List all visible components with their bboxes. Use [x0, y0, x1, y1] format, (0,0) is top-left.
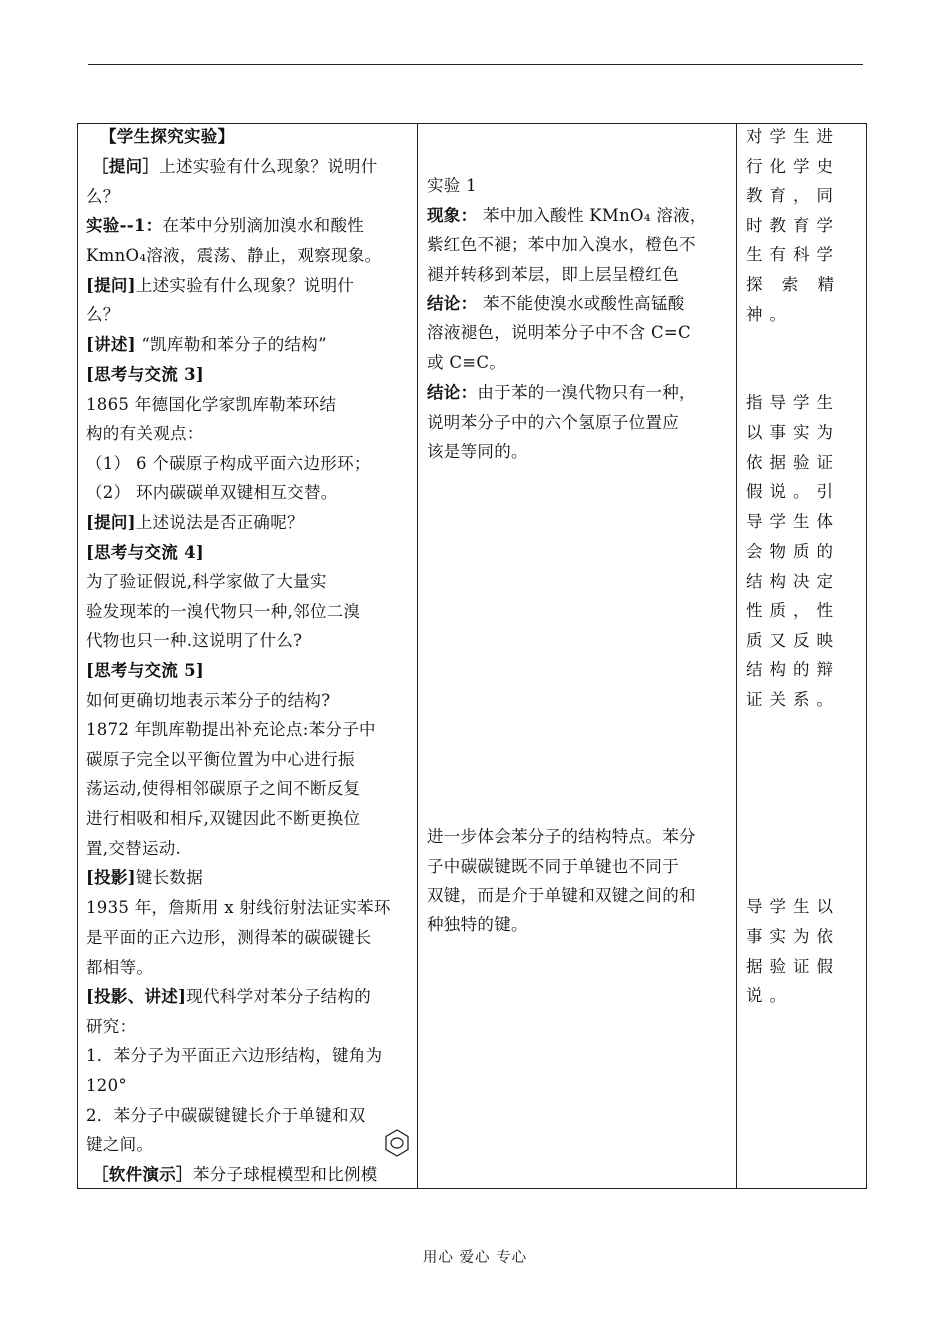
- col1-text: 上述实验有什么现象？说明什: [159, 157, 378, 176]
- col1-line: [86, 809, 360, 829]
- col1-label: [思考与交流 4]: [86, 543, 205, 562]
- col1-text: KmnO₄溶液，震荡、静止，观察现象。: [86, 246, 382, 265]
- col2-line: [427, 353, 506, 373]
- col2-text: 该是等同的。: [427, 442, 528, 461]
- col1-line: [86, 928, 372, 948]
- col1-line: [86, 779, 360, 799]
- col1-label: [讲述]: [86, 335, 136, 354]
- col1-text: 如何更确切地表示苯分子的结构?: [86, 691, 331, 710]
- col1-line: [86, 276, 354, 296]
- col2-text: 种独特的键。: [427, 915, 528, 934]
- col1-line: [100, 127, 234, 147]
- col1-line: [86, 898, 391, 918]
- col2-line: [427, 886, 696, 906]
- benzene-ring-icon: [383, 1128, 411, 1158]
- col1-label: 实验--1：: [86, 216, 163, 235]
- col2-text: 双键，而是介于单键和双键之间的和: [427, 886, 696, 905]
- col1-text: 置,交替运动.: [86, 839, 182, 858]
- col1-text: （1） 6 个碳原子构成平面六边形环；: [86, 454, 371, 473]
- col1-line: [92, 1165, 378, 1185]
- col1-label: ［提问］: [92, 157, 160, 176]
- col1-label: [思考与交流 5]: [86, 661, 205, 680]
- col2-label: 结论：: [427, 383, 478, 402]
- col3-line: 说。: [746, 986, 793, 1005]
- col1-text: 上述说法是否正确呢？: [135, 513, 304, 532]
- col1-line: [86, 513, 304, 533]
- col2-label: 结论：: [427, 294, 478, 313]
- col3-line: 事实为依: [746, 927, 840, 946]
- col3-line: 指导学生: [746, 393, 840, 412]
- col1-label: 【学生探究实验】: [100, 127, 235, 146]
- col3-line: 性质，性: [746, 601, 840, 620]
- col1-line: [86, 1076, 127, 1096]
- col1-text: 1．苯分子为平面正六边形结构，键角为: [86, 1046, 383, 1065]
- col1-line: [86, 750, 355, 770]
- col1-line: [86, 868, 203, 888]
- col2-line: [427, 235, 696, 255]
- col1-text: 么？: [86, 305, 120, 324]
- col3-line: 导学生体: [746, 512, 840, 531]
- col3-line: 以事实为: [746, 423, 840, 442]
- col1-line: [86, 987, 371, 1007]
- col3-line: 教育，同: [746, 186, 840, 205]
- col3-line: 结构的辩: [746, 660, 840, 679]
- col1-text: 1872 年凯库勒提出补充论点:苯分子中: [86, 720, 376, 739]
- col1-line: [86, 424, 204, 444]
- col2-line: [427, 265, 679, 285]
- col1-text: 验发现苯的一溴代物只一种,邻位二溴: [86, 602, 361, 621]
- col1-text: 为了验证假说,科学家做了大量实: [86, 572, 327, 591]
- col2-text: 溶液褪色，说明苯分子中不含 C=C: [427, 323, 691, 342]
- col1-text: （2） 环内碳碳单双键相互交替。: [86, 483, 338, 502]
- col2-line: [427, 413, 679, 433]
- col1-line: [86, 631, 302, 651]
- col2-line: [427, 383, 696, 403]
- col1-text: 构的有关观点：: [86, 424, 204, 443]
- col1-text: “凯库勒和苯分子的结构”: [135, 335, 327, 354]
- col1-line: [86, 216, 364, 236]
- col2-line: [427, 323, 691, 343]
- col2-text: 紫红色不褪；苯中加入溴水，橙色不: [427, 235, 696, 254]
- col3-line: 导学生以: [746, 897, 840, 916]
- col1-line: [86, 335, 327, 355]
- col1-line: [86, 661, 204, 681]
- col2-line: [427, 827, 696, 847]
- col1-text: 键之间。: [86, 1135, 154, 1154]
- col1-text: 是平面的正六边形，测得苯的碳碳键长: [86, 928, 372, 947]
- col2-text: 说明苯分子中的六个氢原子位置应: [427, 413, 679, 432]
- page-footer: 用心 爱心 专心: [422, 1250, 528, 1266]
- col2-label: 现象：: [427, 206, 478, 225]
- teacher-activity-column: [78, 124, 418, 1188]
- col1-text: 1865 年德国化学家凯库勒苯环结: [86, 395, 337, 414]
- col1-line: [86, 839, 181, 859]
- col3-line: 结构决定: [746, 572, 840, 591]
- col1-text: 研究：: [86, 1017, 137, 1036]
- col1-line: [86, 572, 327, 592]
- col1-line: [86, 395, 336, 415]
- col1-label: [投影、讲述]: [86, 987, 187, 1006]
- col1-text: 2．苯分子中碳碳键键长介于单键和双: [86, 1106, 366, 1125]
- col2-line: [427, 442, 528, 462]
- col2-line: [427, 294, 685, 314]
- col1-label: ［软件演示］: [92, 1165, 193, 1184]
- col1-line: [86, 1046, 382, 1066]
- col2-text: 由于苯的一溴代物只有一种，: [477, 383, 696, 402]
- col1-label: [提问]: [86, 276, 136, 295]
- col1-text: 1935 年，詹斯用 x 射线衍射法证实苯环: [86, 898, 391, 917]
- col1-line: [86, 958, 153, 978]
- col2-line: [427, 206, 707, 226]
- col2-text: 苯中加入酸性 KMnO₄ 溶液，: [477, 206, 707, 225]
- col3-line: 依据验证: [746, 453, 840, 472]
- col2-text: 褪并转移到苯层，即上层呈橙红色: [427, 265, 679, 284]
- col1-line: [86, 305, 120, 325]
- col1-text: 现代科学对苯分子结构的: [186, 987, 372, 1006]
- col1-line: [86, 187, 120, 207]
- col1-text: 在苯中分别滴加溴水和酸性: [162, 216, 365, 235]
- col1-line: [86, 454, 371, 474]
- col1-line: [86, 602, 360, 622]
- col1-text: 键长数据: [135, 868, 204, 887]
- col1-line: [92, 157, 378, 177]
- student-activity-column: [418, 124, 737, 1188]
- col1-text: 荡运动,使得相邻碳原子之间不断反复: [86, 779, 361, 798]
- col2-line: [427, 176, 477, 196]
- col2-line: [427, 857, 679, 877]
- col1-text: 么？: [86, 187, 120, 206]
- col1-line: [86, 543, 204, 563]
- col1-text: 上述实验有什么现象？说明什: [135, 276, 355, 295]
- col1-line: [86, 246, 381, 266]
- col3-line: 探 索 精: [746, 275, 841, 294]
- col1-line: [86, 1135, 153, 1155]
- col2-text: 实验 1: [427, 176, 477, 195]
- col1-text: 碳原子完全以平衡位置为中心进行振: [86, 750, 355, 769]
- col2-line: [427, 915, 528, 935]
- col3-line: 生有科学: [746, 245, 840, 264]
- col3-line: 证关系。: [746, 690, 840, 709]
- col1-line: [86, 1106, 366, 1126]
- col1-line: [86, 691, 330, 711]
- col1-text: 都相等。: [86, 958, 154, 977]
- col3-line: 对学生进: [746, 127, 840, 146]
- col3-line: 质又反映: [746, 631, 840, 650]
- design-intent-column: [737, 124, 866, 1188]
- col3-line: 神。: [746, 305, 793, 324]
- col1-label: [思考与交流 3]: [86, 365, 205, 384]
- col3-line: 时教育学: [746, 216, 840, 235]
- col2-text: 进一步体会苯分子的结构特点。苯分: [427, 827, 696, 846]
- col1-line: [86, 483, 338, 503]
- col1-text: 120°: [86, 1076, 127, 1095]
- col3-line: 假说。引: [746, 482, 840, 501]
- col2-text: 子中碳碳键既不同于单键也不同于: [427, 857, 679, 876]
- col1-line: [86, 1017, 136, 1037]
- col1-label: [提问]: [86, 513, 136, 532]
- col1-line: [86, 720, 376, 740]
- col2-text: 苯不能使溴水或酸性高锰酸: [477, 294, 685, 313]
- col1-line: [86, 365, 204, 385]
- header-rule: [88, 64, 863, 65]
- col1-text: 进行相吸和相斥,双键因此不断更换位: [86, 809, 361, 828]
- col1-text: 苯分子球棍模型和比例模: [192, 1165, 378, 1184]
- col3-line: 会物质的: [746, 542, 840, 561]
- col3-line: 据验证假: [746, 957, 840, 976]
- col3-line: 行化学史: [746, 157, 840, 176]
- col2-text: 或 C≡C。: [427, 353, 507, 372]
- lesson-table: [77, 123, 867, 1189]
- col1-label: [投影]: [86, 868, 136, 887]
- col1-text: 代物也只一种.这说明了什么?: [86, 631, 303, 650]
